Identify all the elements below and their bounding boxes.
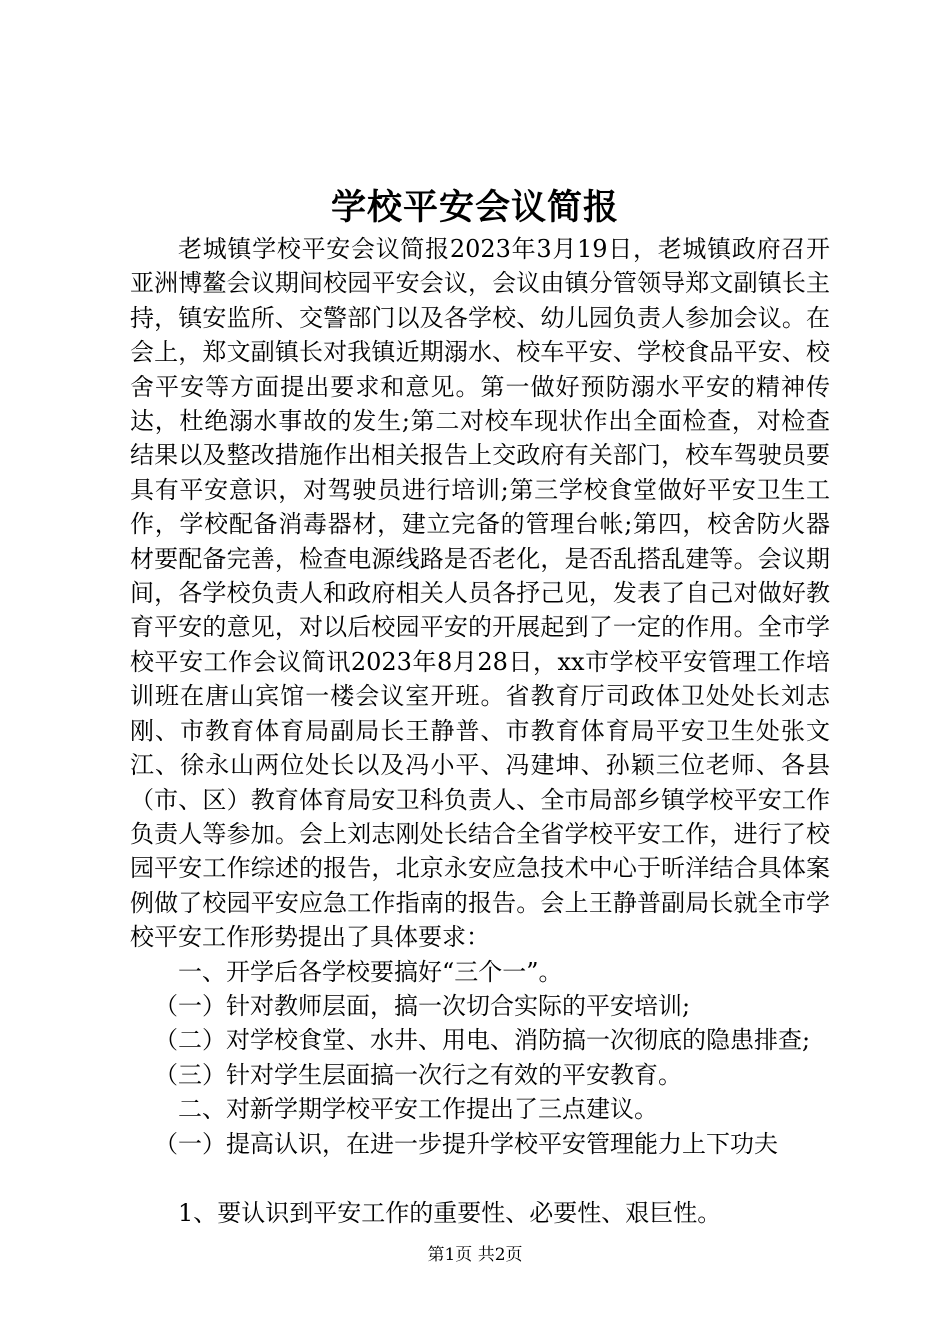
page-footer: 第1页 共2页: [427, 1245, 523, 1265]
paragraph-intro: 老城镇学校平安会议简报2023年3月19日，老城镇政府召开亚洲博鳌会议期间校园平安会议，会议由镇分管领导郑文副镇长主持，镇安监所、交警部门以及各学校、幼儿园负责人参加会议。在会上，郑文副镇长对我镇近期溺水、校车平安、学校食品平安、校舍平安等方面提出要求和意见。第一做好预防溺水平安的精神传达，杜绝溺水事故的发生;第二对校车现状作出全面检查，对检查结果以及整改措施作出相关报告上交政府有关部门，校车驾驶员要具有平安意识，对驾驶员进行培训;第三学校食堂做好平安卫生工作，学校配备消毒器材，建立完备的管理台帐;第四，校舍防火器材要配备完善，检查电源线路是否老化，是否乱搭乱建等。会议期间，各学校负责人和政府相关人员各抒己见，发表了自己对做好教育平安的意见，对以后校园平安的开展起到了一定的作用。全市学校平安工作会议简讯2023年8月28日，xx市学校平安管理工作培训班在唐山宾馆一楼会议室开班。省教育厅司政体卫处处长刘志刚、市教育体育局副局长王静普、市教育体育局平安卫生处张文江、徐永山两位处长以及冯小平、冯建坤、孙颖三位老师、各县（市、区）教育体育局安卫科负责人、全市局部乡镇学校平安工作负责人等参加。会上刘志刚处长结合全省学校平安工作，进行了校园平安工作综述的报告，北京永安应急技术中心于昕洋结合具体案例做了校园平安应急工作指南的报告。会上王静普副局长就全市学校平安工作形势提出了具体要求：: [130, 235, 830, 952]
paragraph-item-2-1: （一）提高认识，在进一步提升学校平安管理能力上下功夫: [154, 1129, 778, 1158]
paragraph-item-1-2: （二）对学校食堂、水井、用电、消防搞一次彻底的隐患排查;: [154, 1026, 811, 1055]
paragraph-point-1: 1、要认识到平安工作的重要性、必要性、艰巨性。: [178, 1198, 722, 1227]
paragraph-heading-1: 一、开学后各学校要搞好“三个一”。: [178, 957, 563, 986]
paragraph-item-1-3: （三）针对学生层面搞一次行之有效的平安教育。: [154, 1060, 682, 1089]
paragraph-item-1-1: （一）针对教师层面，搞一次切合实际的平安培训;: [154, 991, 691, 1020]
document-body: [130, 232, 830, 1230]
document-title: 学校平安会议简报: [330, 187, 619, 228]
paragraph-heading-2: 二、对新学期学校平安工作提出了三点建议。: [178, 1095, 658, 1124]
